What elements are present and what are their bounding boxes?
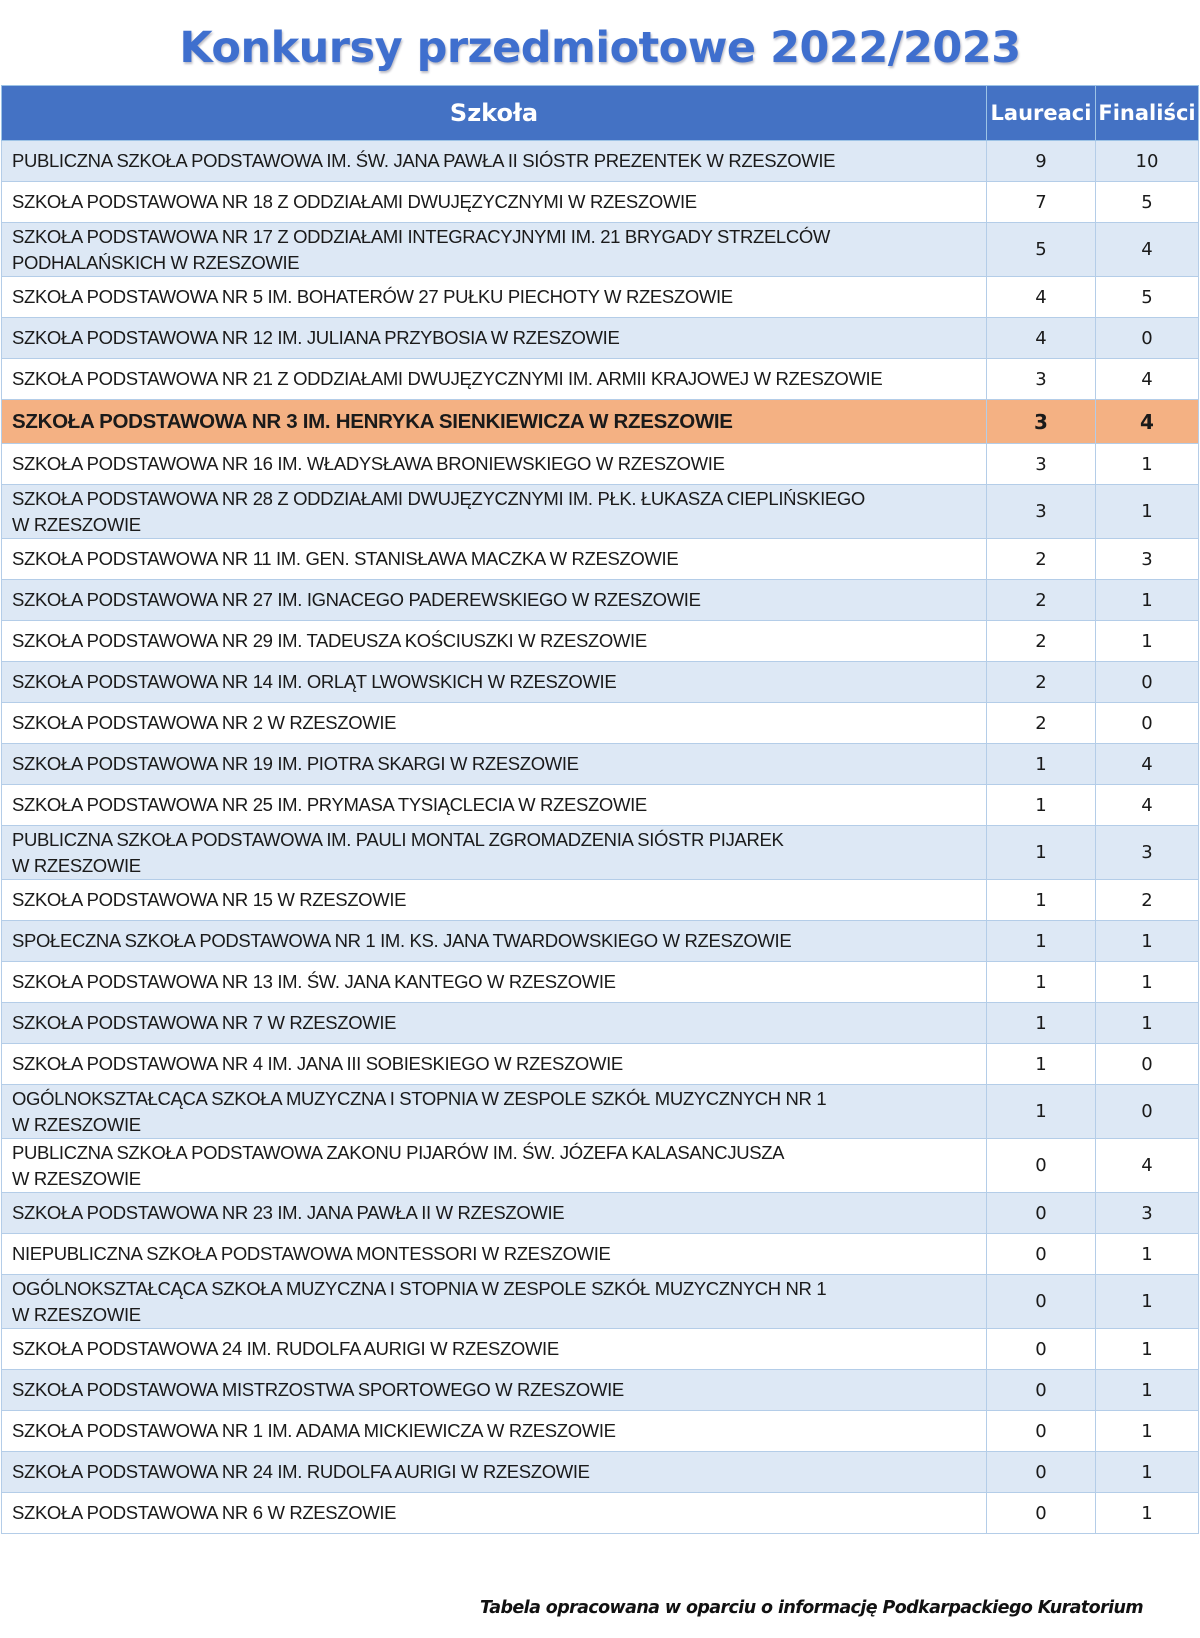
school-name: SZKOŁA PODSTAWOWA NR 25 IM. PRYMASA TYSIĄCLECIA W RZESZOWIE [12, 794, 647, 815]
finalisci-count: 4 [1096, 223, 1199, 277]
finalisci-count: 1 [1096, 1275, 1199, 1329]
school-name-line2: PODHALAŃSKICH W RZESZOWIE [12, 251, 300, 273]
school-name: SZKOŁA PODSTAWOWA NR 11 IM. GEN. STANISŁAWA MACZKA W RZESZOWIE [12, 548, 679, 569]
table-row [2, 621, 1199, 662]
school-name-cell [2, 1193, 987, 1234]
table-row [2, 318, 1199, 359]
finalisci-count: 3 [1096, 1193, 1199, 1234]
column-header-school[interactable]: Szkoła [2, 86, 987, 141]
laureaci-count: 3 [987, 359, 1096, 400]
table-row [2, 962, 1199, 1003]
finalisci-count: 1 [1096, 962, 1199, 1003]
school-name-cell [2, 1139, 987, 1193]
laureaci-count: 0 [987, 1370, 1096, 1411]
school-name-cell [2, 182, 987, 223]
school-name: SZKOŁA PODSTAWOWA NR 19 IM. PIOTRA SKARGI W RZESZOWIE [12, 753, 579, 774]
school-name-line2: W RZESZOWIE [12, 1303, 141, 1325]
laureaci-count: 7 [987, 182, 1096, 223]
table-row [2, 1003, 1199, 1044]
finalisci-count: 4 [1096, 785, 1199, 826]
school-name: SZKOŁA PODSTAWOWA NR 15 W RZESZOWIE [12, 889, 407, 910]
finalisci-count: 3 [1096, 539, 1199, 580]
table-row [2, 1139, 1199, 1193]
table-row-highlighted [2, 400, 1199, 444]
finalisci-count: 0 [1096, 662, 1199, 703]
school-name-cell [2, 580, 987, 621]
school-name-cell [2, 277, 987, 318]
school-name-cell [2, 703, 987, 744]
laureaci-count: 1 [987, 962, 1096, 1003]
laureaci-count: 1 [987, 785, 1096, 826]
school-name-cell [2, 1003, 987, 1044]
school-name: SZKOŁA PODSTAWOWA NR 29 IM. TADEUSZA KOŚCIUSZKI W RZESZOWIE [12, 630, 647, 651]
table-row [2, 1085, 1199, 1139]
school-name: SZKOŁA PODSTAWOWA NR 28 Z ODDZIAŁAMI DWUJĘZYCZNYMI IM. PŁK. ŁUKASZA CIEPLIŃSKIEGO [12, 487, 865, 509]
school-name: SZKOŁA PODSTAWOWA NR 16 IM. WŁADYSŁAWA BRONIEWSKIEGO W RZESZOWIE [12, 453, 725, 474]
table-row [2, 785, 1199, 826]
school-name-cell [2, 962, 987, 1003]
school-name-line2: W RZESZOWIE [12, 1167, 141, 1189]
school-name-cell [2, 1370, 987, 1411]
laureaci-count: 1 [987, 826, 1096, 880]
finalisci-count: 2 [1096, 880, 1199, 921]
finalisci-count: 4 [1096, 400, 1199, 444]
table-row [2, 1411, 1199, 1452]
school-name-cell [2, 1044, 987, 1085]
table-body [2, 141, 1199, 1534]
finalisci-count: 0 [1096, 703, 1199, 744]
finalisci-count: 1 [1096, 1452, 1199, 1493]
finalisci-count: 4 [1096, 744, 1199, 785]
laureaci-count: 0 [987, 1193, 1096, 1234]
school-name-cell [2, 318, 987, 359]
finalisci-count: 1 [1096, 921, 1199, 962]
laureaci-count: 5 [987, 223, 1096, 277]
finalisci-count: 0 [1096, 318, 1199, 359]
laureaci-count: 0 [987, 1411, 1096, 1452]
school-name: SZKOŁA PODSTAWOWA NR 3 IM. HENRYKA SIENKIEWICZA W RZESZOWIE [12, 409, 733, 433]
school-name-cell [2, 1234, 987, 1275]
source-note: Tabela opracowana w oparciu o informację Podkarpackiego Kuratorium [480, 1598, 1143, 1618]
laureaci-count: 4 [987, 277, 1096, 318]
school-name-cell [2, 826, 987, 880]
school-name-cell [2, 444, 987, 485]
table-row [2, 1452, 1199, 1493]
school-name: SZKOŁA PODSTAWOWA NR 4 IM. JANA III SOBIESKIEGO W RZESZOWIE [12, 1053, 623, 1074]
table-row [2, 1044, 1199, 1085]
finalisci-count: 1 [1096, 621, 1199, 662]
school-name: SZKOŁA PODSTAWOWA NR 13 IM. ŚW. JANA KANTEGO W RZESZOWIE [12, 971, 616, 992]
school-name-cell [2, 141, 987, 182]
finalisci-count: 1 [1096, 444, 1199, 485]
school-name: OGÓLNOKSZTAŁCĄCA SZKOŁA MUZYCZNA I STOPNIA W ZESPOLE SZKÓŁ MUZYCZNYCH NR 1 [12, 1277, 827, 1299]
table-row [2, 277, 1199, 318]
school-name: SPOŁECZNA SZKOŁA PODSTAWOWA NR 1 IM. KS. JANA TWARDOWSKIEGO W RZESZOWIE [12, 930, 792, 951]
table-row [2, 1193, 1199, 1234]
laureaci-count: 2 [987, 539, 1096, 580]
finalisci-count: 1 [1096, 1234, 1199, 1275]
laureaci-count: 2 [987, 621, 1096, 662]
finalisci-count: 3 [1096, 826, 1199, 880]
finalisci-count: 0 [1096, 1044, 1199, 1085]
table-row [2, 880, 1199, 921]
finalisci-count: 1 [1096, 485, 1199, 539]
finalisci-count: 10 [1096, 141, 1199, 182]
table-row [2, 223, 1199, 277]
school-name: OGÓLNOKSZTAŁCĄCA SZKOŁA MUZYCZNA I STOPNIA W ZESPOLE SZKÓŁ MUZYCZNYCH NR 1 [12, 1087, 827, 1109]
laureaci-count: 0 [987, 1329, 1096, 1370]
finalisci-count: 5 [1096, 277, 1199, 318]
laureaci-count: 3 [987, 400, 1096, 444]
school-name-cell [2, 1452, 987, 1493]
page-title: Konkursy przedmiotowe 2022/2023 [179, 23, 1021, 73]
school-name: NIEPUBLICZNA SZKOŁA PODSTAWOWA MONTESSORI W RZESZOWIE [12, 1243, 611, 1264]
laureaci-count: 1 [987, 1044, 1096, 1085]
table-row [2, 1329, 1199, 1370]
school-name: SZKOŁA PODSTAWOWA NR 27 IM. IGNACEGO PADEREWSKIEGO W RZESZOWIE [12, 589, 701, 610]
laureaci-count: 2 [987, 580, 1096, 621]
school-name: PUBLICZNA SZKOŁA PODSTAWOWA IM. PAULI MONTAL ZGROMADZENIA SIÓSTR PIJAREK [12, 828, 784, 850]
laureaci-count: 4 [987, 318, 1096, 359]
school-name-cell [2, 485, 987, 539]
laureaci-count: 1 [987, 921, 1096, 962]
finalisci-count: 1 [1096, 1003, 1199, 1044]
school-name-cell [2, 744, 987, 785]
school-name: SZKOŁA PODSTAWOWA 24 IM. RUDOLFA AURIGI W RZESZOWIE [12, 1338, 559, 1359]
school-name: SZKOŁA PODSTAWOWA NR 2 W RZESZOWIE [12, 712, 397, 733]
school-name-cell [2, 1085, 987, 1139]
school-name: SZKOŁA PODSTAWOWA NR 18 Z ODDZIAŁAMI DWUJĘZYCZNYMI W RZESZOWIE [12, 191, 697, 212]
school-name: SZKOŁA PODSTAWOWA NR 21 Z ODDZIAŁAMI DWUJĘZYCZNYMI IM. ARMII KRAJOWEJ W RZESZOWIE [12, 368, 883, 389]
table-row [2, 1275, 1199, 1329]
school-name: PUBLICZNA SZKOŁA PODSTAWOWA ZAKONU PIJARÓW IM. ŚW. JÓZEFA KALASANCJUSZA [12, 1141, 785, 1163]
school-name-cell [2, 1493, 987, 1534]
laureaci-count: 1 [987, 1003, 1096, 1044]
school-name-cell [2, 359, 987, 400]
school-name-cell [2, 1329, 987, 1370]
laureaci-count: 3 [987, 485, 1096, 539]
table-row [2, 359, 1199, 400]
table-row [2, 444, 1199, 485]
school-name-cell [2, 662, 987, 703]
school-name: SZKOŁA PODSTAWOWA NR 1 IM. ADAMA MICKIEWICZA W RZESZOWIE [12, 1420, 616, 1441]
laureaci-count: 0 [987, 1493, 1096, 1534]
results-table [1, 85, 1199, 1534]
table-row [2, 539, 1199, 580]
finalisci-count: 1 [1096, 1411, 1199, 1452]
table-row [2, 182, 1199, 223]
school-name-cell [2, 921, 987, 962]
table-row [2, 826, 1199, 880]
laureaci-count: 0 [987, 1139, 1096, 1193]
table-row [2, 485, 1199, 539]
laureaci-count: 9 [987, 141, 1096, 182]
finalisci-count: 1 [1096, 1370, 1199, 1411]
school-name-cell [2, 223, 987, 277]
finalisci-count: 1 [1096, 580, 1199, 621]
school-name-cell [2, 880, 987, 921]
laureaci-count: 1 [987, 1085, 1096, 1139]
school-name: PUBLICZNA SZKOŁA PODSTAWOWA IM. ŚW. JANA PAWŁA II SIÓSTR PREZENTEK W RZESZOWIE [12, 150, 836, 171]
school-name: SZKOŁA PODSTAWOWA NR 17 Z ODDZIAŁAMI INTEGRACYJNYMI IM. 21 BRYGADY STRZELCÓW [12, 225, 831, 247]
table-row [2, 580, 1199, 621]
laureaci-count: 1 [987, 880, 1096, 921]
laureaci-count: 1 [987, 744, 1096, 785]
school-name: SZKOŁA PODSTAWOWA NR 23 IM. JANA PAWŁA II W RZESZOWIE [12, 1202, 565, 1223]
school-name: SZKOŁA PODSTAWOWA NR 14 IM. ORLĄT LWOWSKICH W RZESZOWIE [12, 671, 617, 692]
school-name-line2: W RZESZOWIE [12, 854, 141, 876]
school-name: SZKOŁA PODSTAWOWA NR 5 IM. BOHATERÓW 27 PUŁKU PIECHOTY W RZESZOWIE [12, 286, 733, 307]
table-row [2, 662, 1199, 703]
school-name-cell [2, 621, 987, 662]
table-header [2, 86, 1199, 141]
laureaci-count: 0 [987, 1234, 1096, 1275]
finalisci-count: 4 [1096, 359, 1199, 400]
table-row [2, 744, 1199, 785]
table-row [2, 703, 1199, 744]
column-header-finalisci[interactable]: Finaliści [1096, 86, 1199, 141]
school-name-cell [2, 1275, 987, 1329]
laureaci-count: 3 [987, 444, 1096, 485]
school-name: SZKOŁA PODSTAWOWA MISTRZOSTWA SPORTOWEGO W RZESZOWIE [12, 1379, 624, 1400]
school-name-line2: W RZESZOWIE [12, 1113, 141, 1135]
finalisci-count: 5 [1096, 182, 1199, 223]
laureaci-count: 2 [987, 703, 1096, 744]
school-name-cell [2, 785, 987, 826]
finalisci-count: 1 [1096, 1329, 1199, 1370]
school-name: SZKOŁA PODSTAWOWA NR 7 W RZESZOWIE [12, 1012, 397, 1033]
laureaci-count: 0 [987, 1452, 1096, 1493]
school-name-cell [2, 539, 987, 580]
finalisci-count: 0 [1096, 1085, 1199, 1139]
laureaci-count: 0 [987, 1275, 1096, 1329]
finalisci-count: 1 [1096, 1493, 1199, 1534]
school-name: SZKOŁA PODSTAWOWA NR 12 IM. JULIANA PRZYBOSIA W RZESZOWIE [12, 327, 620, 348]
school-name-cell [2, 1411, 987, 1452]
school-name: SZKOŁA PODSTAWOWA NR 24 IM. RUDOLFA AURIGI W RZESZOWIE [12, 1461, 590, 1482]
table-row [2, 1370, 1199, 1411]
table-row [2, 1234, 1199, 1275]
school-name-line2: W RZESZOWIE [12, 513, 141, 535]
table-row [2, 141, 1199, 182]
column-header-laureaci[interactable]: Laureaci [987, 86, 1096, 141]
school-name: SZKOŁA PODSTAWOWA NR 6 W RZESZOWIE [12, 1502, 397, 1523]
finalisci-count: 4 [1096, 1139, 1199, 1193]
table-row [2, 1493, 1199, 1534]
table-row [2, 921, 1199, 962]
school-name-cell [2, 400, 987, 444]
laureaci-count: 2 [987, 662, 1096, 703]
